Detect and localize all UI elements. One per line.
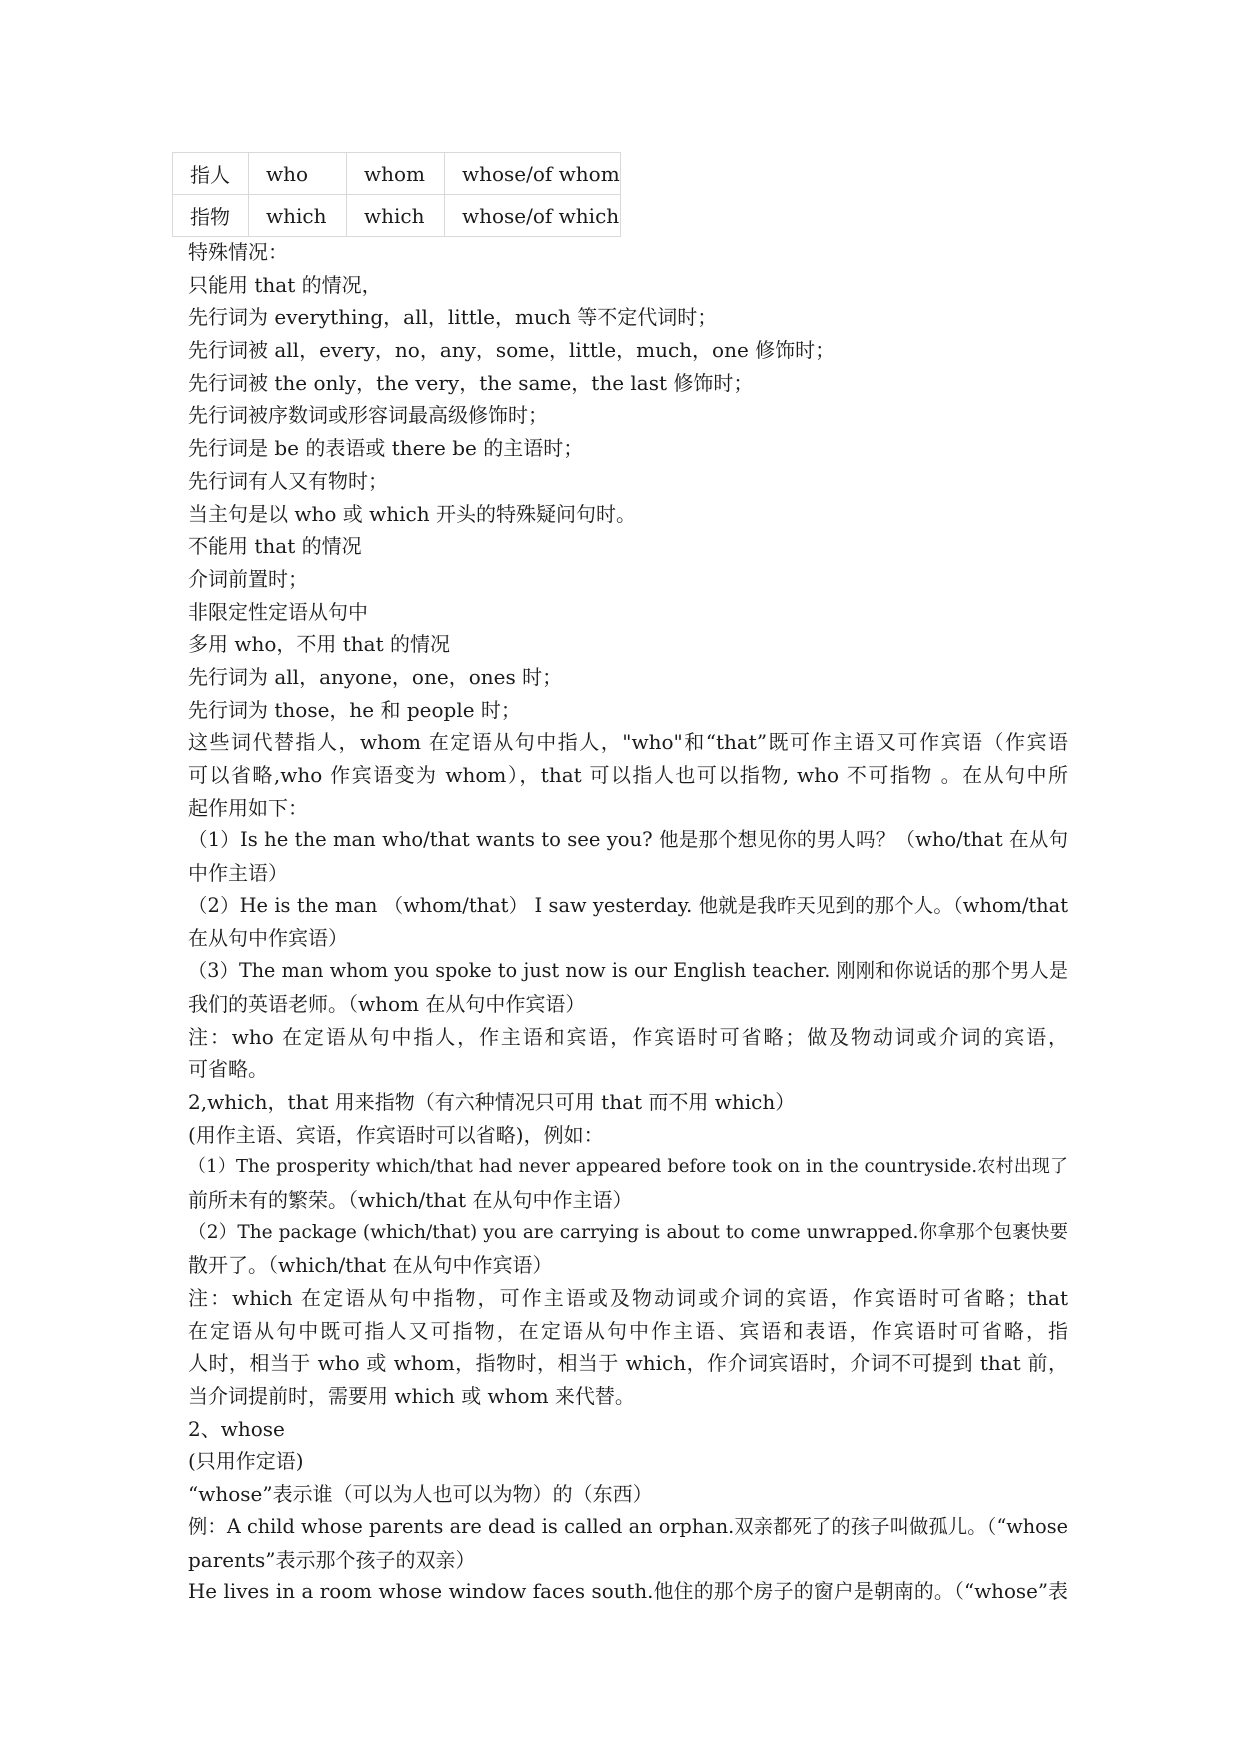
text-line: He lives in a room whose window faces south.他住的那个房子的窗户是朝南的。（“whose”表: [188, 1580, 1068, 1604]
text-line: （2）He is the man （whom/that） I saw yesterday. 他就是我昨天见到的那个人。（whom/that: [188, 893, 1068, 917]
relative-pronoun-table: [172, 152, 621, 237]
text-line: 这些词代替指人，whom 在定语从句中指人，"who"和“that”既可作主语又可作宾语（作宾语: [188, 730, 1068, 755]
table-cell: 指物: [173, 195, 249, 237]
text-line: parents”表示那个孩子的双亲）: [188, 1547, 476, 1572]
table-cell: which: [249, 195, 347, 237]
table-cell: whom: [347, 153, 445, 195]
table-cell: whose/of whom: [445, 153, 621, 195]
text-line: （1）Is he the man who/that wants to see you? 他是那个想见你的男人吗？（who/that 在从句: [188, 828, 1068, 852]
text-line: 先行词为 everything，all，little，much 等不定代词时；: [188, 305, 718, 330]
text-line: 当主句是以 who 或 which 开头的特殊疑问句时。: [188, 501, 636, 526]
table-row: [173, 195, 621, 237]
table-cell: who: [249, 153, 347, 195]
text-line: 当介词提前时，需要用 which 或 whom 来代替。: [188, 1384, 635, 1409]
text-line: 先行词是 be 的表语或 there be 的主语时；: [188, 436, 584, 461]
text-line: 注：who 在定语从句中指人，作主语和宾语，作宾语时可省略；做及物动词或介词的宾语，: [188, 1024, 1068, 1049]
text-line: 只能用 that 的情况，: [188, 272, 382, 297]
text-line: 人时，相当于 who 或 whom，指物时，相当于 which，作介词宾语时，介词不可提到 that 前，: [188, 1351, 1068, 1376]
text-line: 注：which 在定语从句中指物，可作主语或及物动词或介词的宾语，作宾语时可省略；that: [188, 1286, 1068, 1310]
text-line: （3）The man whom you spoke to just now is our English teacher. 刚刚和你说话的那个男人是: [188, 959, 1068, 983]
text-line: 我们的英语老师。（whom 在从句中作宾语）: [188, 991, 586, 1016]
table-cell: whose/of which: [445, 195, 621, 237]
text-line: 可以省略,who 作宾语变为 whom），that 可以指人也可以指物, who 不可指物 。在从句中所: [188, 763, 1068, 787]
text-line: 先行词被 the only，the very，the same，the last 修饰时；: [188, 370, 754, 395]
text-line: 在从句中作宾语）: [188, 926, 348, 951]
text-line: 在定语从句中既可指人又可指物，在定语从句中作主语、宾语和表语，作宾语时可省略，指: [188, 1318, 1068, 1343]
text-line: 多用 who，不用 that 的情况: [188, 632, 450, 657]
table-row: [173, 153, 621, 195]
text-line: “whose”表示谁（可以为人也可以为物）的（东西）: [188, 1482, 653, 1507]
text-line: (只用作定语): [188, 1449, 304, 1474]
text-line: 可省略。: [188, 1057, 268, 1082]
table-cell: 指人: [173, 153, 249, 195]
text-line: （1）The prosperity which/that had never appeared before took on in the countryside.农村出现了: [188, 1156, 1068, 1178]
text-line: 起作用如下：: [188, 795, 308, 820]
text-line: (用作主语、宾语，作宾语时可以省略)，例如：: [188, 1122, 604, 1147]
text-line: （2）The package (which/that) you are carrying is about to come unwrapped.你拿那个包裹快要: [188, 1221, 1068, 1243]
text-line: 先行词为 those，he 和 people 时；: [188, 697, 521, 722]
text-line: 2,which，that 用来指物（有六种情况只可用 that 而不用 which）: [188, 1089, 796, 1114]
text-line: 先行词有人又有物时；: [188, 468, 388, 493]
text-line: 介词前置时；: [188, 566, 308, 591]
text-line: 前所未有的繁荣。（which/that 在从句中作主语）: [188, 1187, 633, 1212]
text-line: 不能用 that 的情况: [188, 534, 362, 559]
text-line: 2、whose: [188, 1416, 285, 1441]
table-cell: which: [347, 195, 445, 237]
text-line: 先行词被序数词或形容词最高级修饰时；: [188, 403, 548, 428]
text-line: 散开了。（which/that 在从句中作宾语）: [188, 1253, 553, 1278]
body-text: [188, 236, 1068, 1609]
text-line: 特殊情况：: [188, 240, 288, 264]
text-line: 先行词为 all，anyone，one，ones 时；: [188, 664, 563, 689]
text-line: 中作主语）: [188, 861, 288, 886]
text-line: 先行词被 all，every，no，any，some，little，much，one 修饰时；: [188, 338, 836, 363]
text-line: 例：A child whose parents are dead is called an orphan.双亲都死了的孩子叫做孤儿。（“whose: [188, 1514, 1068, 1538]
text-line: 非限定性定语从句中: [188, 599, 368, 624]
